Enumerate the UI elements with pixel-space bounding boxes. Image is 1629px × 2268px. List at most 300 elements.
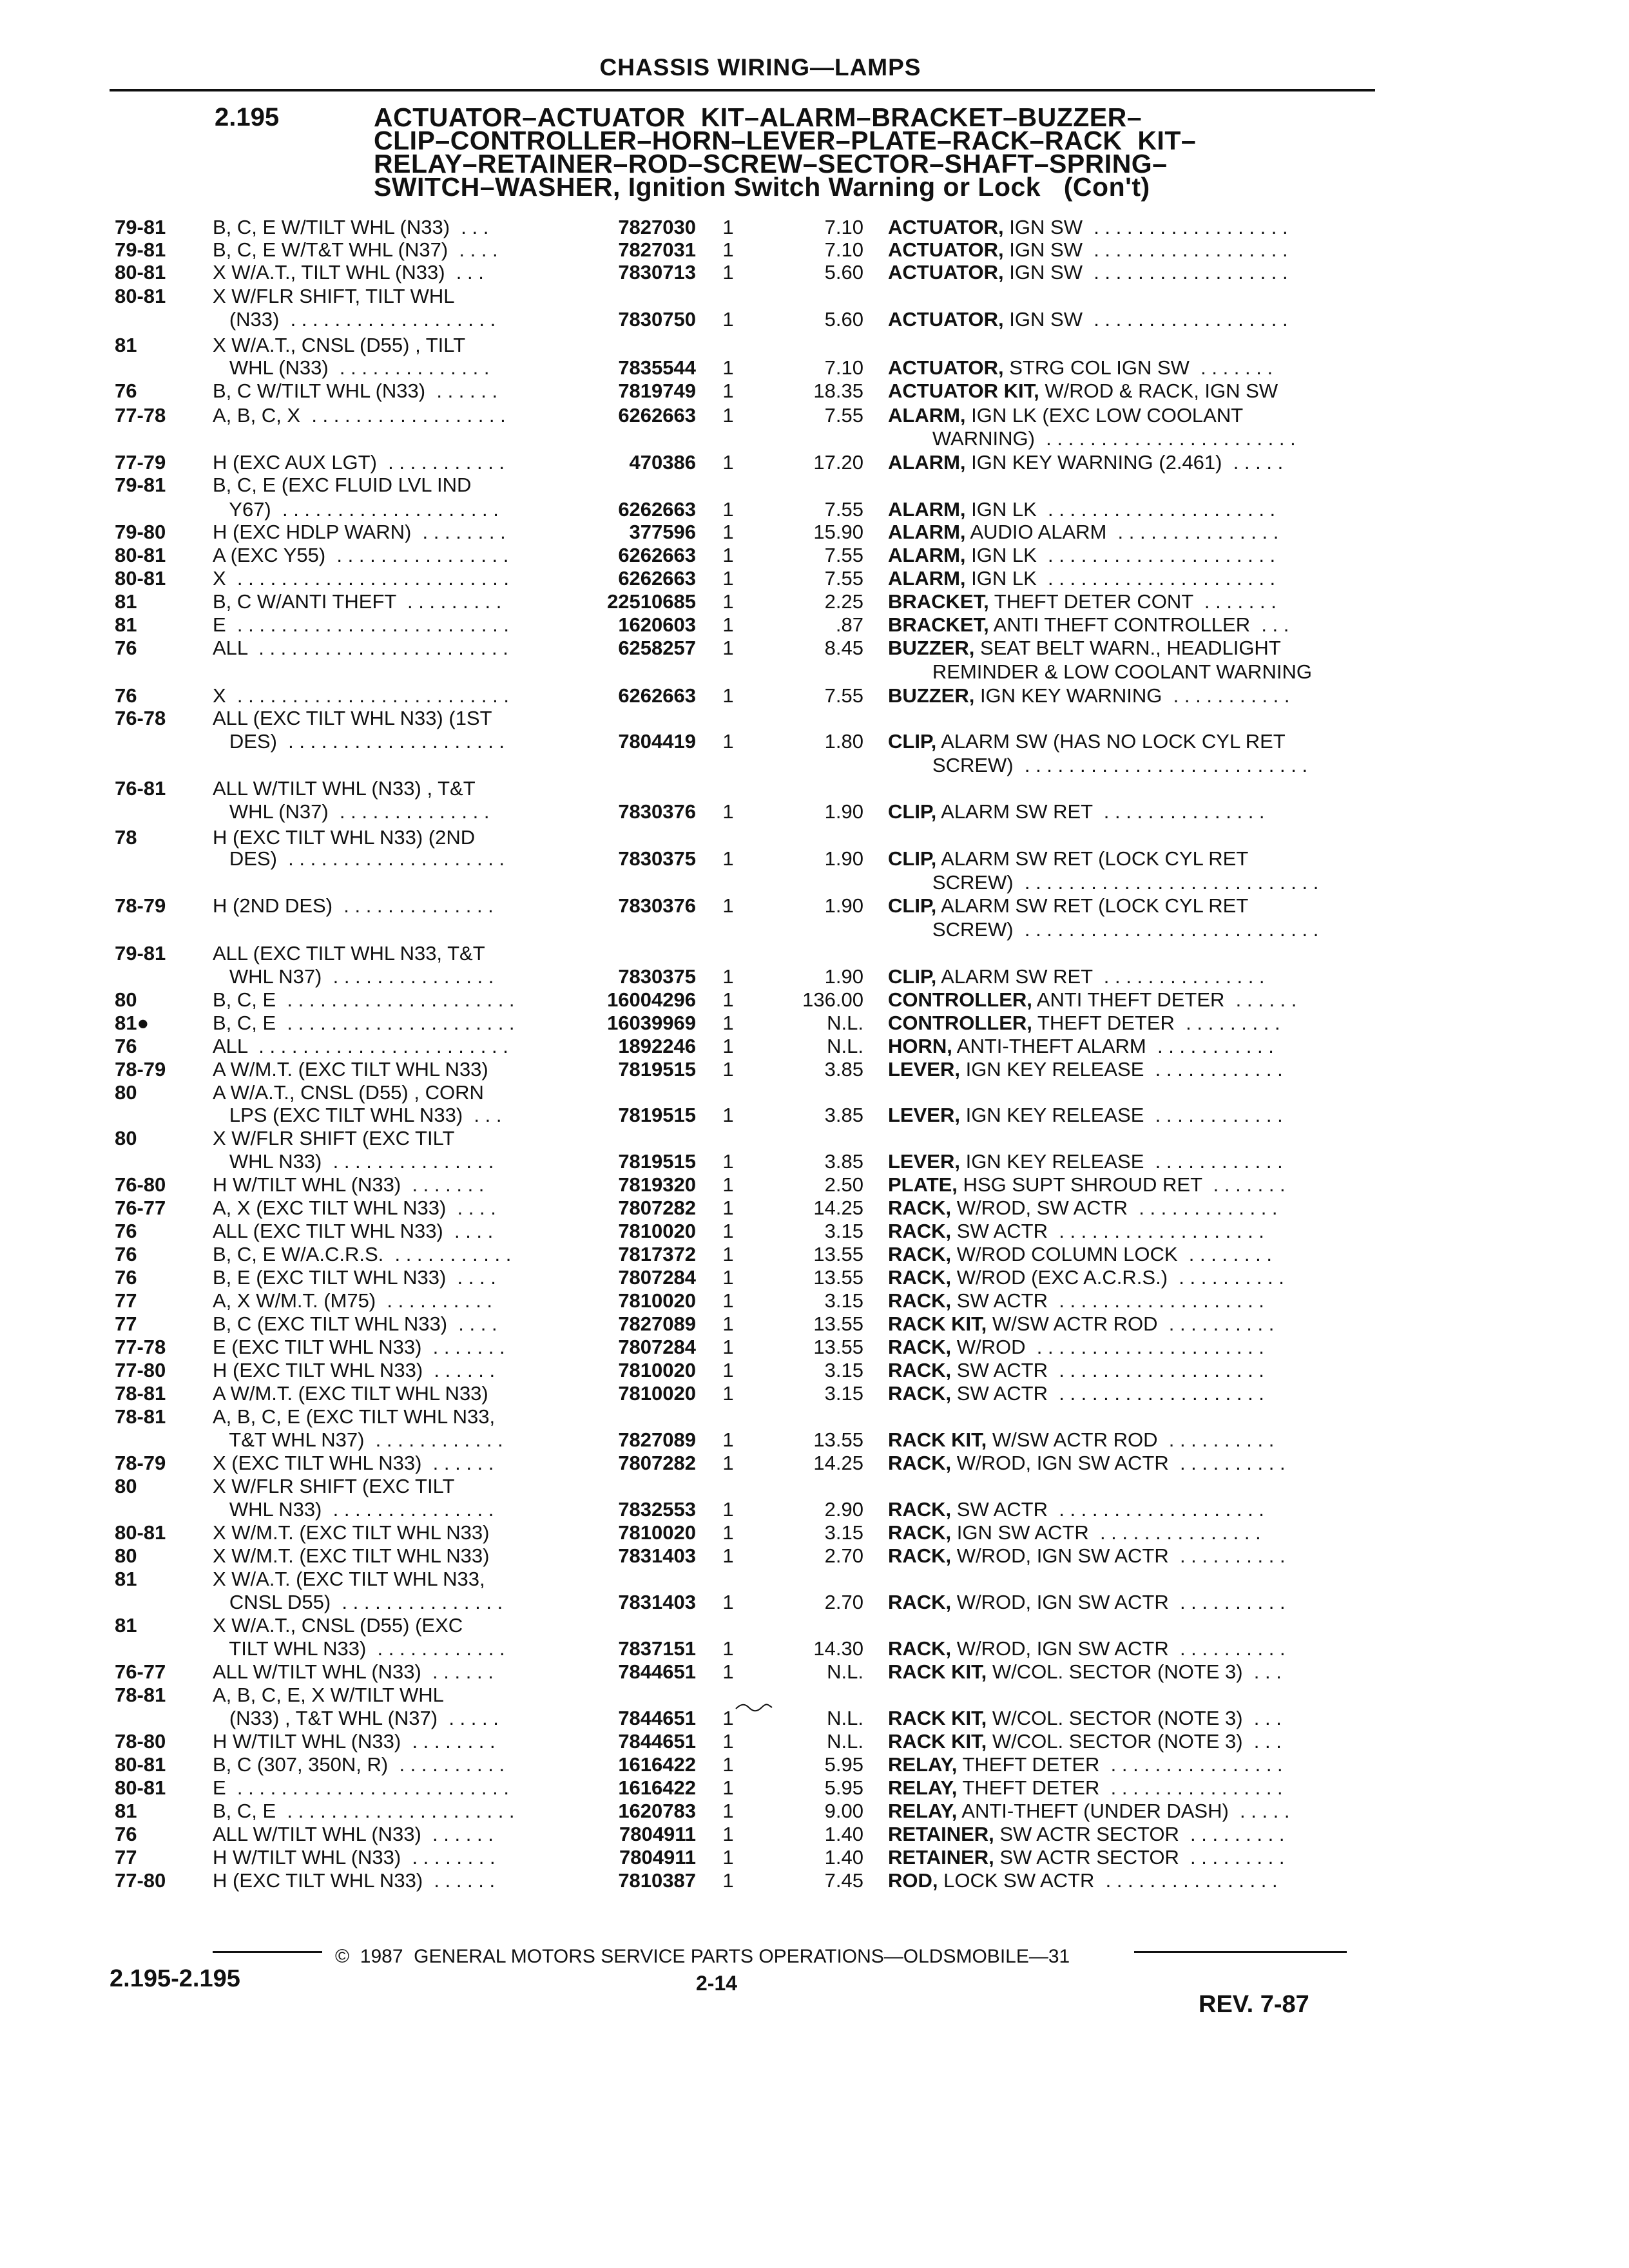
model-year-cell: 76-80 xyxy=(115,1173,166,1196)
description-detail: SEAT BELT WARN., HEADLIGHT xyxy=(974,637,1281,659)
description-detail: W/ROD . . . . . . . . . . . . . . . . . . . . . xyxy=(951,1336,1264,1358)
price-cell: 2.50 xyxy=(824,1173,863,1196)
description-cell xyxy=(888,1800,1365,1823)
description-detail: W/ROD, IGN SW ACTR . . . . . . . . . . xyxy=(951,1452,1286,1474)
description-detail: IGN SW . . . . . . . . . . . . . . . . . . xyxy=(1003,261,1288,284)
model-year-cell: 76 xyxy=(115,1220,137,1242)
application-cell: WHL (N37) . . . . . . . . . . . . . . xyxy=(213,800,490,823)
price-cell: 7.55 xyxy=(824,544,863,566)
model-year-cell: 76-77 xyxy=(115,1196,166,1219)
description-keyword: PLATE, xyxy=(888,1173,958,1196)
description-detail: THEFT DETER . . . . . . . . . xyxy=(1032,1012,1280,1034)
price-cell: N.L. xyxy=(827,1035,863,1057)
application-cell: B, C (307, 350N, R) . . . . . . . . . . xyxy=(213,1753,505,1776)
description-keyword: ALARM, xyxy=(888,451,966,474)
price-cell: 14.25 xyxy=(813,1196,863,1219)
description-cell xyxy=(888,1591,1365,1614)
quantity-cell: 1 xyxy=(722,1776,734,1799)
part-number-cell: 470386 xyxy=(629,451,696,474)
price-cell: N.L. xyxy=(827,1660,863,1683)
description-keyword: RACK, xyxy=(888,1498,952,1521)
quantity-cell: 1 xyxy=(722,1243,734,1265)
description-keyword: BUZZER, xyxy=(888,637,975,659)
description-keyword: RELAY, xyxy=(888,1776,958,1799)
model-year-cell: 77-78 xyxy=(115,404,166,427)
model-year-cell: 77-80 xyxy=(115,1359,166,1381)
price-cell: 7.55 xyxy=(824,567,863,590)
model-year-cell: 79-81 xyxy=(115,216,166,238)
application-cell: B, C, E W/TILT WHL (N33) . . . xyxy=(213,216,489,238)
price-cell: 3.15 xyxy=(824,1359,863,1381)
part-number-cell: 7819749 xyxy=(618,380,696,402)
description-keyword: LEVER, xyxy=(888,1150,960,1173)
description-detail: IGN KEY RELEASE . . . . . . . . . . . . xyxy=(959,1058,1283,1081)
quantity-cell: 1 xyxy=(722,1035,734,1057)
model-year-cell: 78-79 xyxy=(115,1058,166,1081)
application-cell: X . . . . . . . . . . . . . . . . . . . . . . . . . xyxy=(213,567,509,590)
part-number-cell: 7810020 xyxy=(618,1220,696,1242)
quantity-cell: 1 xyxy=(722,988,734,1011)
description-keyword: CLIP, xyxy=(888,730,937,753)
application-cell: ALL (EXC TILT WHL N33) . . . . xyxy=(213,1220,494,1242)
part-number-cell: 7844651 xyxy=(618,1660,696,1683)
application-cell: X W/FLR SHIFT, TILT WHL xyxy=(213,285,455,307)
description-cell xyxy=(888,1498,1365,1521)
part-number-cell: 7819515 xyxy=(618,1058,696,1081)
application-cell: DES) . . . . . . . . . . . . . . . . . . . . xyxy=(213,847,505,870)
price-cell: 7.10 xyxy=(824,238,863,261)
part-number-cell: 7832553 xyxy=(618,1498,696,1521)
description-keyword: ACTUATOR KIT, xyxy=(888,380,1039,402)
description-detail: ANTI-THEFT ALARM . . . . . . . . . . . xyxy=(952,1035,1274,1057)
price-cell: .87 xyxy=(835,613,863,636)
quantity-cell: 1 xyxy=(722,451,734,474)
application-cell: A, B, C, E, X W/TILT WHL xyxy=(213,1684,444,1706)
description-keyword: RACK, xyxy=(888,1452,952,1474)
description-cell xyxy=(888,1035,1365,1058)
description-detail: STRG COL IGN SW . . . . . . . xyxy=(1003,356,1273,379)
description-cell xyxy=(888,1521,1365,1544)
description-cell xyxy=(888,988,1365,1012)
price-cell: 14.30 xyxy=(813,1637,863,1660)
part-number-cell: 7830375 xyxy=(618,965,696,988)
quantity-cell: 1 xyxy=(722,1428,734,1451)
footer-page-number: 2-14 xyxy=(696,1972,738,1995)
application-cell: WHL N33) . . . . . . . . . . . . . . . xyxy=(213,1498,494,1521)
part-number-cell: 7835544 xyxy=(618,356,696,379)
model-year-cell: 80 xyxy=(115,1081,137,1104)
description-keyword: RACK, xyxy=(888,1359,952,1381)
quantity-cell: 1 xyxy=(722,567,734,590)
part-number-cell: 7810387 xyxy=(618,1869,696,1892)
model-year-cell: 78-81 xyxy=(115,1405,166,1428)
application-cell: B, E (EXC TILT WHL N33) . . . . xyxy=(213,1266,496,1289)
application-cell: H (EXC TILT WHL N33) . . . . . . xyxy=(213,1869,496,1892)
description-detail: SW ACTR SECTOR . . . . . . . . . xyxy=(994,1846,1285,1869)
price-cell: 5.95 xyxy=(824,1753,863,1776)
application-cell: B, C, E . . . . . . . . . . . . . . . . . . . . . xyxy=(213,1800,515,1822)
price-cell: 1.40 xyxy=(824,1823,863,1845)
description-detail: ANTI-THEFT (UNDER DASH) . . . . . xyxy=(957,1800,1290,1822)
quantity-cell: 1 xyxy=(722,1196,734,1219)
quantity-cell: 1 xyxy=(722,1521,734,1544)
application-cell: ALL W/TILT WHL (N33) , T&T xyxy=(213,777,476,800)
description-keyword: ACTUATOR, xyxy=(888,356,1004,379)
application-cell: X W/A.T., CNSL (D55) , TILT xyxy=(213,334,466,356)
description-keyword: RELAY, xyxy=(888,1800,958,1822)
description-keyword: CONTROLLER, xyxy=(888,1012,1032,1034)
model-year-cell: 78-80 xyxy=(115,1730,166,1753)
description-keyword: RACK KIT, xyxy=(888,1707,987,1729)
price-cell: 9.00 xyxy=(824,1800,863,1822)
application-cell: H (EXC TILT WHL N33) . . . . . . xyxy=(213,1359,496,1381)
description-cell xyxy=(888,261,1365,284)
application-cell: ALL . . . . . . . . . . . . . . . . . . . . . . . xyxy=(213,1035,508,1057)
part-number-cell: 6262663 xyxy=(618,498,696,521)
description-detail: ANTI THEFT DETER . . . . . . xyxy=(1032,988,1297,1011)
description-detail: IGN LK . . . . . . . . . . . . . . . . . . . . . xyxy=(965,498,1276,521)
part-number-cell: 7827030 xyxy=(618,216,696,238)
description-cell xyxy=(888,216,1365,239)
description-detail: THEFT DETER . . . . . . . . . . . . . . . . xyxy=(957,1776,1283,1799)
part-number-cell: 7844651 xyxy=(618,1730,696,1753)
model-year-cell: 78-81 xyxy=(115,1382,166,1405)
description-cell xyxy=(888,1637,1365,1660)
description-detail: ALARM SW RET (LOCK CYL RET xyxy=(936,894,1249,917)
application-cell: H (2ND DES) . . . . . . . . . . . . . . xyxy=(213,894,494,917)
title-rule xyxy=(110,89,1375,91)
model-year-cell: 76 xyxy=(115,1266,137,1289)
section-number: 2.195 xyxy=(215,103,280,131)
part-number-cell: 7830376 xyxy=(618,800,696,823)
model-year-cell: 81● xyxy=(115,1012,149,1034)
description-detail: IGN LK . . . . . . . . . . . . . . . . . . . . . xyxy=(965,544,1276,566)
description-cell xyxy=(888,498,1365,521)
price-cell: 1.80 xyxy=(824,730,863,753)
part-number-cell: 7804419 xyxy=(618,730,696,753)
description-cell xyxy=(888,356,1365,380)
price-cell: 2.90 xyxy=(824,1498,863,1521)
application-cell: E . . . . . . . . . . . . . . . . . . . . . . . . . xyxy=(213,613,509,636)
description-detail: IGN SW . . . . . . . . . . . . . . . . . . xyxy=(1003,238,1288,261)
description-detail: IGN SW . . . . . . . . . . . . . . . . . . xyxy=(1003,216,1288,238)
handwritten-mark xyxy=(735,1700,773,1715)
part-number-cell: 7830713 xyxy=(618,261,696,284)
application-cell: B, C, E (EXC FLUID LVL IND xyxy=(213,474,472,496)
description-cell xyxy=(888,1173,1365,1196)
price-cell: 2.70 xyxy=(824,1591,863,1613)
model-year-cell: 79-80 xyxy=(115,521,166,543)
description-detail: SW ACTR . . . . . . . . . . . . . . . . . . . xyxy=(951,1359,1264,1381)
part-number-cell: 7810020 xyxy=(618,1289,696,1312)
description-detail: IGN KEY WARNING . . . . . . . . . . . xyxy=(974,684,1290,707)
description-keyword: ALARM, xyxy=(888,521,966,543)
price-cell: 7.45 xyxy=(824,1869,863,1892)
part-number-cell: 7819515 xyxy=(618,1104,696,1126)
price-cell: 7.10 xyxy=(824,356,863,379)
quantity-cell: 1 xyxy=(722,1012,734,1034)
description-cell xyxy=(888,1776,1365,1800)
quantity-cell: 1 xyxy=(722,1637,734,1660)
description-cell xyxy=(888,590,1365,613)
part-number-cell: 7831403 xyxy=(618,1591,696,1613)
model-year-cell: 81 xyxy=(115,1614,137,1637)
price-cell: 3.85 xyxy=(824,1150,863,1173)
description-keyword: LEVER, xyxy=(888,1058,960,1081)
model-year-cell: 80 xyxy=(115,988,137,1011)
price-cell: 5.60 xyxy=(824,261,863,284)
price-cell: 7.55 xyxy=(824,404,863,427)
application-cell: ALL . . . . . . . . . . . . . . . . . . . . . . . xyxy=(213,637,508,659)
application-cell: (N33) . . . . . . . . . . . . . . . . . . . xyxy=(213,308,496,331)
description-cell xyxy=(888,1196,1365,1220)
model-year-cell: 79-81 xyxy=(115,942,166,965)
quantity-cell: 1 xyxy=(722,1104,734,1126)
part-number-cell: 1620783 xyxy=(618,1800,696,1822)
model-year-cell: 79-81 xyxy=(115,238,166,261)
part-number-cell: 6262663 xyxy=(618,567,696,590)
application-cell: B, C W/ANTI THEFT . . . . . . . . . xyxy=(213,590,502,613)
description-detail: ALARM SW (HAS NO LOCK CYL RET xyxy=(936,730,1286,753)
description-cell xyxy=(888,1452,1365,1475)
part-number-cell: 7837151 xyxy=(618,1637,696,1660)
description-keyword: RACK, xyxy=(888,1336,952,1358)
model-year-cell: 80 xyxy=(115,1475,137,1497)
description-detail: W/SW ACTR ROD . . . . . . . . . . xyxy=(987,1428,1275,1451)
description-detail: W/COL. SECTOR (NOTE 3) . . . xyxy=(987,1730,1282,1753)
description-cell xyxy=(888,567,1365,590)
description-detail: W/ROD, IGN SW ACTR . . . . . . . . . . xyxy=(951,1637,1286,1660)
application-cell: H W/TILT WHL (N33) . . . . . . . . xyxy=(213,1730,496,1753)
part-number-cell: 7830375 xyxy=(618,847,696,870)
quantity-cell: 1 xyxy=(722,216,734,238)
part-number-cell: 6258257 xyxy=(618,637,696,659)
quantity-cell: 1 xyxy=(722,1452,734,1474)
price-cell: 13.55 xyxy=(813,1428,863,1451)
part-number-cell: 7827089 xyxy=(618,1312,696,1335)
application-cell: DES) . . . . . . . . . . . . . . . . . . . . xyxy=(213,730,505,753)
application-cell: WHL N37) . . . . . . . . . . . . . . . xyxy=(213,965,494,988)
description-cell xyxy=(888,684,1365,707)
description-keyword: RELAY, xyxy=(888,1753,958,1776)
model-year-cell: 81 xyxy=(115,1568,137,1590)
description-cell xyxy=(888,1823,1365,1846)
part-number-cell: 7831403 xyxy=(618,1544,696,1567)
description-cell xyxy=(888,1869,1365,1892)
application-cell: A, X (EXC TILT WHL N33) . . . . xyxy=(213,1196,496,1219)
description-detail: IGN KEY RELEASE . . . . . . . . . . . . xyxy=(959,1150,1283,1173)
description-cell xyxy=(888,1104,1365,1127)
price-cell: 15.90 xyxy=(813,521,863,543)
description-keyword: BUZZER, xyxy=(888,684,975,707)
model-year-cell: 80 xyxy=(115,1127,137,1149)
description-keyword: RACK, xyxy=(888,1591,952,1613)
price-cell: 13.55 xyxy=(813,1266,863,1289)
model-year-cell: 76 xyxy=(115,684,137,707)
description-cell xyxy=(888,1382,1365,1405)
description-detail: IGN LK (EXC LOW COOLANT xyxy=(965,404,1244,427)
price-cell: 14.25 xyxy=(813,1452,863,1474)
model-year-cell: 77-78 xyxy=(115,1336,166,1358)
application-cell: X W/A.T., TILT WHL (N33) . . . xyxy=(213,261,484,284)
description-keyword: ALARM, xyxy=(888,567,966,590)
description-cell xyxy=(888,637,1365,660)
price-cell: 1.40 xyxy=(824,1846,863,1869)
description-cell xyxy=(888,847,1365,870)
model-year-cell: 78-79 xyxy=(115,894,166,917)
price-cell: 5.95 xyxy=(824,1776,863,1799)
model-year-cell: 77 xyxy=(115,1312,137,1335)
section-heading-line: SWITCH–WASHER, Ignition Switch Warning or Lock (Con't) xyxy=(374,172,1150,202)
application-cell: B, C, E W/A.C.R.S. . . . . . . . . . . . xyxy=(213,1243,512,1265)
model-year-cell: 76 xyxy=(115,1035,137,1057)
description-keyword: CLIP, xyxy=(888,800,937,823)
description-cell xyxy=(888,1359,1365,1382)
quantity-cell: 1 xyxy=(722,380,734,402)
description-continuation: SCREW) . . . . . . . . . . . . . . . . . . . . . . . . . . . xyxy=(888,871,1319,894)
quantity-cell: 1 xyxy=(722,1544,734,1567)
description-keyword: RETAINER, xyxy=(888,1846,994,1869)
description-detail: W/COL. SECTOR (NOTE 3) . . . xyxy=(987,1707,1282,1729)
application-cell: A, B, C, X . . . . . . . . . . . . . . . . . . xyxy=(213,404,506,427)
quantity-cell: 1 xyxy=(722,1336,734,1358)
description-detail: THEFT DETER CONT . . . . . . . xyxy=(988,590,1277,613)
application-cell: A W/M.T. (EXC TILT WHL N33) xyxy=(213,1058,488,1081)
part-number-cell: 7807282 xyxy=(618,1196,696,1219)
application-cell: (N33) , T&T WHL (N37) . . . . . xyxy=(213,1707,499,1729)
description-keyword: HORN, xyxy=(888,1035,952,1057)
description-keyword: CONTROLLER, xyxy=(888,988,1032,1011)
price-cell: N.L. xyxy=(827,1012,863,1034)
description-cell xyxy=(888,1336,1365,1359)
model-year-cell: 80-81 xyxy=(115,544,166,566)
section-heading-line: ACTUATOR–ACTUATOR KIT–ALARM–BRACKET–BUZZER– xyxy=(374,102,1142,132)
description-detail: ANTI THEFT CONTROLLER . . . xyxy=(988,613,1289,636)
price-cell: 136.00 xyxy=(802,988,863,1011)
description-detail: IGN KEY WARNING (2.461) . . . . . xyxy=(965,451,1284,474)
description-cell xyxy=(888,1428,1365,1452)
part-number-cell: 7810020 xyxy=(618,1521,696,1544)
description-keyword: ACTUATOR, xyxy=(888,261,1004,284)
price-cell: N.L. xyxy=(827,1707,863,1729)
description-cell xyxy=(888,1243,1365,1266)
description-detail: AUDIO ALARM . . . . . . . . . . . . . . . xyxy=(965,521,1279,543)
application-cell: X W/A.T., CNSL (D55) (EXC xyxy=(213,1614,463,1637)
description-keyword: CLIP, xyxy=(888,965,937,988)
description-cell xyxy=(888,451,1365,474)
description-cell xyxy=(888,1730,1365,1753)
application-cell: B, C, E . . . . . . . . . . . . . . . . . . . . . xyxy=(213,988,515,1011)
part-number-cell: 7830750 xyxy=(618,308,696,331)
price-cell: 7.10 xyxy=(824,216,863,238)
description-detail: IGN SW ACTR . . . . . . . . . . . . . . . xyxy=(951,1521,1261,1544)
description-detail: W/ROD, IGN SW ACTR . . . . . . . . . . xyxy=(951,1591,1286,1613)
description-detail: HSG SUPT SHROUD RET . . . . . . . xyxy=(957,1173,1286,1196)
price-cell: 17.20 xyxy=(813,451,863,474)
application-cell: Y67) . . . . . . . . . . . . . . . . . . . . xyxy=(213,498,499,521)
part-number-cell: 7819515 xyxy=(618,1150,696,1173)
part-number-cell: 16039969 xyxy=(607,1012,696,1034)
description-keyword: RACK KIT, xyxy=(888,1428,987,1451)
application-cell: LPS (EXC TILT WHL N33) . . . xyxy=(213,1104,502,1126)
quantity-cell: 1 xyxy=(722,1498,734,1521)
description-keyword: RACK, xyxy=(888,1243,952,1265)
part-number-cell: 22510685 xyxy=(607,590,696,613)
description-keyword: CLIP, xyxy=(888,894,937,917)
description-keyword: RACK, xyxy=(888,1382,952,1405)
description-keyword: RACK, xyxy=(888,1544,952,1567)
description-cell xyxy=(888,380,1365,403)
part-number-cell: 6262663 xyxy=(618,684,696,707)
description-cell xyxy=(888,404,1365,427)
footer-rule-right xyxy=(1134,1951,1347,1953)
description-keyword: ACTUATOR, xyxy=(888,216,1004,238)
application-cell: B, C (EXC TILT WHL N33) . . . . xyxy=(213,1312,497,1335)
part-number-cell: 1616422 xyxy=(618,1753,696,1776)
model-year-cell: 77-79 xyxy=(115,451,166,474)
application-cell: B, C, E W/T&T WHL (N37) . . . . xyxy=(213,238,498,261)
model-year-cell: 77-80 xyxy=(115,1869,166,1892)
application-cell: ALL (EXC TILT WHL N33, T&T xyxy=(213,942,485,965)
part-number-cell: 7804911 xyxy=(619,1846,696,1869)
quantity-cell: 1 xyxy=(722,1150,734,1173)
description-detail: LOCK SW ACTR . . . . . . . . . . . . . . . . xyxy=(938,1869,1278,1892)
description-cell xyxy=(888,1707,1365,1730)
description-cell xyxy=(888,308,1365,331)
price-cell: 2.70 xyxy=(824,1544,863,1567)
description-detail: IGN KEY RELEASE . . . . . . . . . . . . xyxy=(959,1104,1283,1126)
description-cell xyxy=(888,521,1365,544)
price-cell: 7.55 xyxy=(824,684,863,707)
description-keyword: RETAINER, xyxy=(888,1823,994,1845)
page-title: CHASSIS WIRING—LAMPS xyxy=(599,54,921,81)
model-year-cell: 80-81 xyxy=(115,1521,166,1544)
application-cell: X W/A.T. (EXC TILT WHL N33, xyxy=(213,1568,485,1590)
quantity-cell: 1 xyxy=(722,1058,734,1081)
price-cell: 1.90 xyxy=(824,847,863,870)
part-number-cell: 1616422 xyxy=(618,1776,696,1799)
model-year-cell: 80-81 xyxy=(115,285,166,307)
description-detail: ALARM SW RET (LOCK CYL RET xyxy=(936,847,1249,870)
application-cell: B, C, E . . . . . . . . . . . . . . . . . . . . . xyxy=(213,1012,515,1034)
model-year-cell: 78 xyxy=(115,826,137,849)
price-cell: 7.55 xyxy=(824,498,863,521)
quantity-cell: 1 xyxy=(722,261,734,284)
price-cell: 1.90 xyxy=(824,894,863,917)
description-detail: ALARM SW RET . . . . . . . . . . . . . . . xyxy=(936,965,1265,988)
description-detail: W/ROD & RACK, IGN SW xyxy=(1039,380,1278,402)
description-keyword: ACTUATOR, xyxy=(888,308,1004,331)
price-cell: 8.45 xyxy=(824,637,863,659)
application-cell: A (EXC Y55) . . . . . . . . . . . . . . . . xyxy=(213,544,509,566)
quantity-cell: 1 xyxy=(722,1312,734,1335)
quantity-cell: 1 xyxy=(722,1591,734,1613)
description-keyword: BRACKET, xyxy=(888,590,989,613)
description-keyword: RACK KIT, xyxy=(888,1312,987,1335)
application-cell: H W/TILT WHL (N33) . . . . . . . xyxy=(213,1173,485,1196)
quantity-cell: 1 xyxy=(722,521,734,543)
application-cell: WHL (N33) . . . . . . . . . . . . . . xyxy=(213,356,490,379)
quantity-cell: 1 xyxy=(722,847,734,870)
description-keyword: RACK, xyxy=(888,1637,952,1660)
price-cell: 13.55 xyxy=(813,1312,863,1335)
description-cell xyxy=(888,965,1365,988)
quantity-cell: 1 xyxy=(722,965,734,988)
description-cell xyxy=(888,613,1365,637)
model-year-cell: 76-77 xyxy=(115,1660,166,1683)
model-year-cell: 80 xyxy=(115,1544,137,1567)
part-number-cell: 7810020 xyxy=(618,1359,696,1381)
